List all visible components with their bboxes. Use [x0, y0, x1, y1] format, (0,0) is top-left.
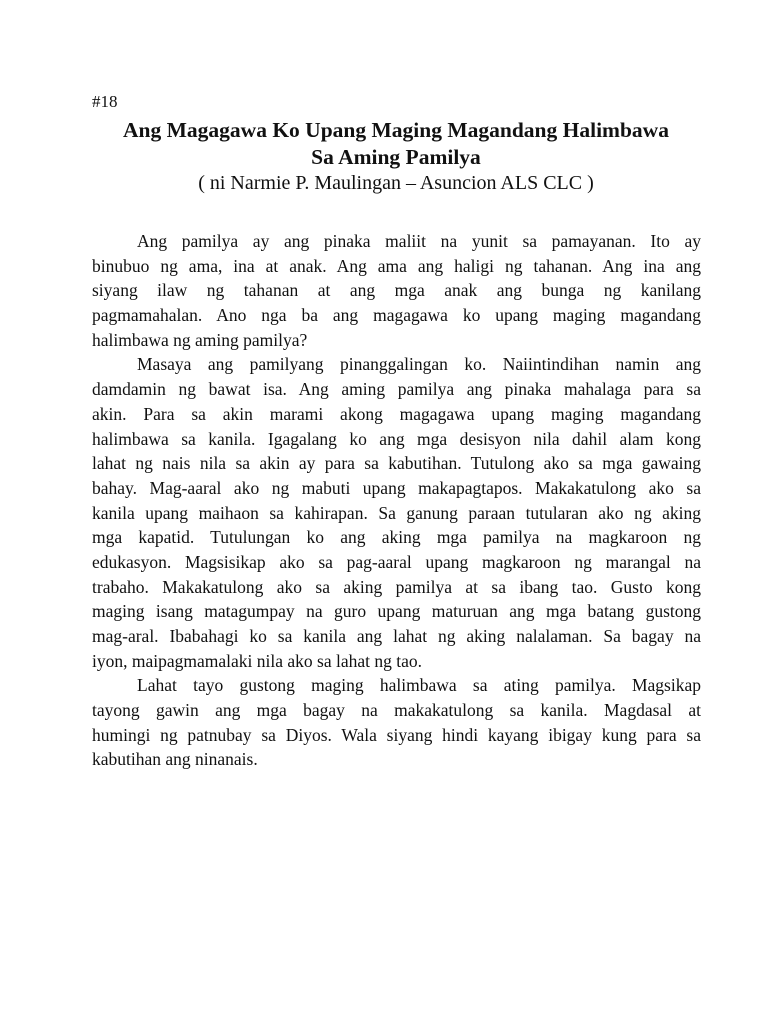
paragraph-line: maging isang matagumpay na guro upang maturuan ang mga batang gustong: [92, 601, 701, 622]
paragraph-line: binubuo ng ama, ina at anak. Ang ama ang haligi ng tahanan. Ang ina ang: [92, 255, 701, 276]
paragraph-line: pagmamahalan. Ano nga ba ang magagawa ko upang maging magandang: [92, 305, 701, 326]
paragraph-line: Lahat tayo gustong maging halimbawa sa ating pamilya. Magsikap: [137, 675, 701, 696]
paragraph-line: humingi ng patnubay sa Diyos. Wala siyang hindi kayang ibigay kung para sa: [92, 724, 701, 745]
title-line: Sa Aming Pamilya: [311, 145, 481, 169]
document-body: [92, 229, 701, 772]
paragraph-line: kabutihan ang ninanais.: [92, 749, 258, 770]
paragraph-line: edukasyon. Magsisikap ako sa pag-aaral upang magkaroon ng marangal na: [92, 551, 701, 572]
paragraph-line: bahay. Mag-aaral ako ng mabuti upang makapagtapos. Makakatulong ako sa: [92, 477, 701, 498]
paragraph-line: iyon, maipagmamalaki nila ako sa lahat ng tao.: [92, 650, 422, 671]
paragraph-line: lahat ng nais nila sa akin ay para sa kabutihan. Tutulong ako sa mga gawaing: [92, 453, 701, 474]
paragraph-line: Ang pamilya ay ang pinaka maliit na yunit sa pamayanan. Ito ay: [137, 231, 701, 251]
paragraph-line: trabaho. Makakatulong ako sa aking pamilya at sa ibang tao. Gusto kong: [92, 576, 701, 597]
paragraph-line: mag-aral. Ibabahagi ko sa kanila ang lahat ng aking nalalaman. Sa bagay na: [92, 626, 701, 646]
paragraph-line: Masaya ang pamilyang pinanggalingan ko. Naiintindihan namin ang: [137, 354, 701, 375]
paragraph-line: siyang ilaw ng tahanan at ang mga anak ang bunga ng kanilang: [92, 280, 701, 301]
paragraph-line: akin. Para sa akin marami akong magagawa upang maging magandang: [92, 403, 701, 424]
author-byline: ( ni Narmie P. Maulingan – Asuncion ALS CLC ): [198, 172, 594, 194]
paragraph-line: halimbawa ng aming pamilya?: [92, 329, 308, 350]
document-title: [60, 117, 732, 171]
paragraph-line: mga kapatid. Tutulungan ko ang aking mga pamilya na magkaroon ng: [92, 527, 701, 548]
paragraph: [92, 229, 701, 352]
document-number: #18: [92, 92, 118, 111]
title-line: Ang Magagawa Ko Upang Maging Magandang Halimbawa: [123, 118, 669, 142]
paragraph-line: kanila upang maihaon sa kahirapan. Sa ganung paraan tutularan ako ng aking: [92, 502, 701, 523]
paragraph-line: damdamin ng bawat isa. Ang aming pamilya ang pinaka mahalaga para sa: [92, 379, 701, 400]
paragraph: [92, 673, 701, 772]
paragraph-line: tayong gawin ang mga bagay na makakatulong sa kanila. Magdasal at: [92, 700, 701, 721]
paragraph: [92, 352, 701, 673]
paragraph-line: halimbawa sa kanila. Igagalang ko ang mga desisyon nila dahil alam kong: [92, 428, 701, 449]
